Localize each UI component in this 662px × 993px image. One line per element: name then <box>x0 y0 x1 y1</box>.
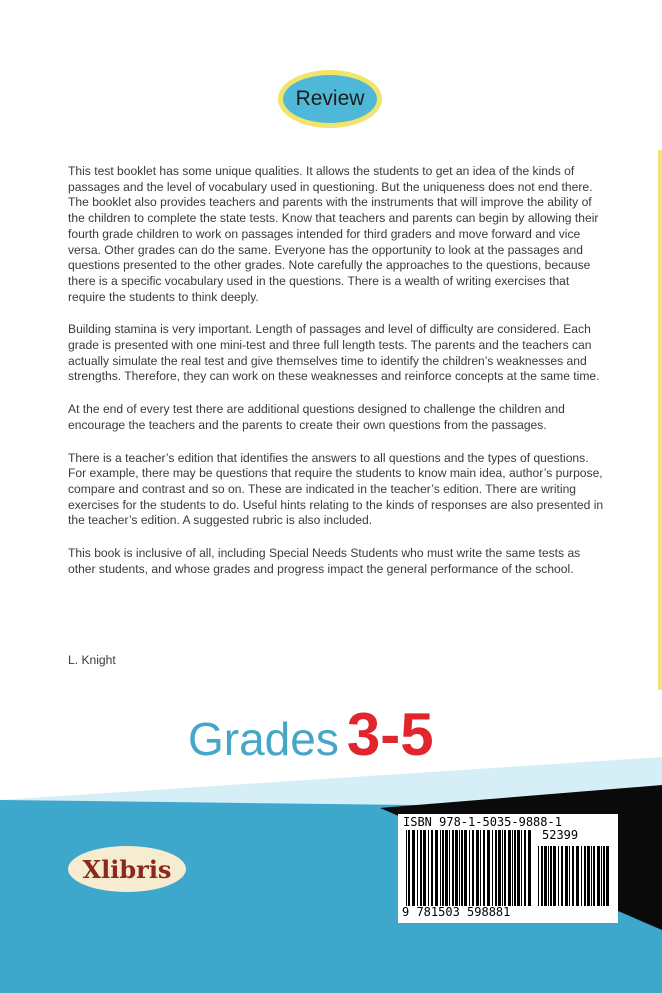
barcode-bar <box>541 846 543 906</box>
barcode-bar <box>550 846 552 906</box>
supplement-barcode-bars <box>538 846 612 906</box>
barcode-bar <box>584 846 586 906</box>
review-text <box>68 164 608 594</box>
author-signature: L. Knight <box>68 653 116 667</box>
barcode-bar <box>576 846 579 906</box>
barcode-bar <box>408 830 410 906</box>
barcode-bar <box>464 830 467 906</box>
barcode-bar <box>504 830 506 906</box>
barcode-bar <box>487 830 490 906</box>
grades-range: 3-5 <box>346 701 434 768</box>
barcode-bar <box>593 846 595 906</box>
barcode-bar <box>512 830 513 906</box>
barcode-bar <box>587 846 590 906</box>
barcode-bar <box>472 830 474 906</box>
barcode-bar <box>480 830 481 906</box>
barcode-bar <box>431 830 433 906</box>
barcode-bar <box>417 830 418 906</box>
barcode-bar <box>565 846 568 906</box>
supplement-digits: 52399 <box>542 828 579 842</box>
grades-heading <box>188 700 434 780</box>
barcode-bar <box>455 830 458 906</box>
barcode-bar <box>597 846 600 906</box>
barcode-bar <box>514 830 516 906</box>
barcode-bar <box>435 830 438 906</box>
barcode-bar <box>476 830 479 906</box>
barcode-bar <box>495 830 497 906</box>
barcode-bar <box>569 846 570 906</box>
publisher-logo <box>68 846 186 892</box>
ean-barcode-bars <box>406 830 534 906</box>
barcode-bar <box>561 846 563 906</box>
grades-word: Grades <box>188 713 339 765</box>
barcode-bar <box>601 846 602 906</box>
barcode-bar <box>449 830 450 906</box>
isbn-text: ISBN 978-1-5035-9888-1 <box>403 815 562 829</box>
barcode-bar <box>442 830 444 906</box>
paragraph-2: Building stamina is very important. Length of passages and level of difficulty are considered. Each grade is presented with one mini-test and three full length tests. The parents and the teachers can actually simulate the real test and give themselves time to identify the children’s weaknesses and strengths. Therefore, they can work on these weaknesses and reinforce concepts at the same time. <box>68 322 600 384</box>
barcode-bar <box>420 830 422 906</box>
barcode-bar <box>483 830 485 906</box>
paragraph-3: At the end of every test there are additional questions designed to challenge the children and encourage the teachers and the parents to create their own questions from the passages. <box>68 402 565 432</box>
review-badge-label: Review <box>283 75 377 123</box>
barcode-bar <box>544 846 547 906</box>
barcode-bar <box>452 830 454 906</box>
isbn-barcode <box>398 814 618 923</box>
right-edge-stripe <box>658 150 662 690</box>
barcode-bar <box>606 846 609 906</box>
barcode-bar <box>572 846 574 906</box>
barcode-bar <box>428 830 429 906</box>
barcode-bar <box>521 830 522 906</box>
barcode-bar <box>461 830 463 906</box>
barcode-bar <box>591 846 592 906</box>
barcode-bar <box>528 830 531 906</box>
barcode-bar <box>581 846 582 906</box>
barcode-bar <box>508 830 511 906</box>
barcode-bar <box>524 830 526 906</box>
barcode-bar <box>517 830 520 906</box>
publisher-logo-text: Xlibris <box>82 854 172 884</box>
review-badge <box>278 70 382 128</box>
barcode-bar <box>445 830 448 906</box>
barcode-bar <box>412 830 415 906</box>
barcode-bar <box>406 830 407 906</box>
barcode-bar <box>459 830 460 906</box>
barcode-bar <box>603 846 605 906</box>
ean-digits: 9 781503 598881 <box>402 905 511 919</box>
barcode-bar <box>553 846 556 906</box>
barcode-bar <box>469 830 470 906</box>
barcode-bar <box>492 830 493 906</box>
barcode-bar <box>548 846 549 906</box>
paragraph-5: This book is inclusive of all, including Special Needs Students who must write the same tests as other students, and whose grades and progress impact the general performance of the school. <box>68 546 581 576</box>
barcode-bar <box>440 830 441 906</box>
barcode-bar <box>423 830 426 906</box>
barcode-bar <box>498 830 501 906</box>
paragraph-4: There is a teacher’s edition that identifies the answers to all questions and the types of questions. For example, there may be questions that require the students to know main idea, author’s purpose, compare and contrast and so on. These are indicated in the teacher’s edition. There are writing exercises for the students to do. Useful hints relating to the kinds of responses are also presented in the teacher’s edition. A suggested rubric is also included. <box>68 450 604 528</box>
barcode-bar <box>502 830 503 906</box>
paragraph-1: This test booklet has some unique qualities. It allows the students to get an idea of the kinds of passages and the level of vocabulary used in questioning. But the uniqueness does not end there. The booklet also provides teachers and parents with the instruments that will improve the ability of the children to complete the state tests. Know that teachers and parents can begin by allowing their fourth grade children to work on passages intended for third graders and move forward and vice versa. Other grades can do the same. Everyone has the opportunity to look at the passages and questions presented to the other grades. Note carefully the approaches to the questions, because there is a specific vocabulary used in the questions. There is a wealth of writing exercises that require the students to think deeply. <box>68 164 599 304</box>
barcode-bar <box>538 846 539 906</box>
barcode-bar <box>558 846 559 906</box>
